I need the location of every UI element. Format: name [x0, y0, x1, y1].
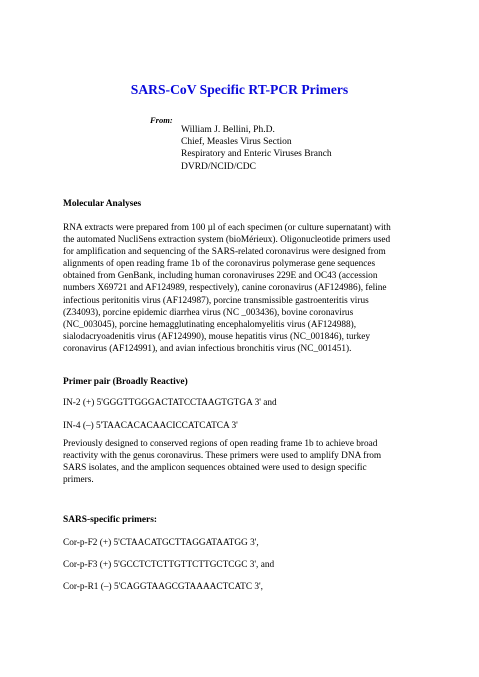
- paragraph-line: obtained from GenBank, including human coronaviruses 229E and OC43 (accession: [63, 271, 378, 282]
- molecular-analyses-paragraph: [63, 222, 423, 355]
- primer-in-2: IN-2 (+) 5'GGGTTGGGACTATCCTAAGTGTGA 3' and: [63, 398, 277, 408]
- author-block: [181, 124, 332, 173]
- paragraph-line: primers.: [63, 475, 94, 486]
- broad-primers-heading: Primer pair (Broadly Reactive): [63, 377, 188, 387]
- paragraph-line: for amplification and sequencing of the SARS-related coronavirus were designed from: [63, 247, 386, 258]
- paragraph-line: Previously designed to conserved regions of open reading frame 1b to achieve broad: [63, 439, 378, 449]
- primer-cor-p-r1: Cor-p-R1 (–) 5'CAGGTAAGCGTAAAACTCATC 3',: [63, 582, 264, 592]
- paragraph-line: (Z34093), porcine epidemic diarrhea virus (NC _003436), bovine coronavirus: [63, 307, 354, 318]
- primer-cor-p-f3: Cor-p-F3 (+) 5'GCCTCTCTTGTTCTTGCTCGC 3', and: [63, 560, 275, 570]
- molecular-analyses-heading: Molecular Analyses: [63, 199, 142, 209]
- paragraph-line: sialodacryoadenitis virus (AF124990), mouse hepatitis virus (NC_001846), turkey: [63, 331, 371, 342]
- paragraph-line: infectious peritonitis virus (AF124987), porcine transmissible gastroenteritis virus: [63, 295, 369, 306]
- author-branch: Respiratory and Enteric Viruses Branch: [181, 149, 332, 160]
- primer-in-4: IN-4 (–) 5'TAACACACAACICCATCATCA 3': [63, 421, 238, 431]
- author-name: William J. Bellini, Ph.D.: [181, 125, 275, 135]
- author-division: DVRD/NCID/CDC: [181, 161, 256, 172]
- from-label: From:: [150, 115, 173, 125]
- paragraph-line: coronavirus (AF124991), and avian infectious bronchitis virus (NC_001451).: [63, 343, 352, 354]
- broad-primers-description: [63, 438, 423, 486]
- author-title: Chief, Measles Virus Section: [181, 137, 292, 148]
- paragraph-line: RNA extracts were prepared from 100 µl of each specimen (or culture supernatant) with: [63, 223, 391, 233]
- document-title: SARS-CoV Specific RT-PCR Primers: [130, 82, 349, 97]
- primer-cor-p-f2: Cor-p-F2 (+) 5'CTAACATGCTTAGGATAATGG 3',: [63, 538, 259, 548]
- paragraph-line: alignments of open reading frame 1b of the coronavirus polymerase gene sequences: [63, 259, 376, 270]
- sars-primers-heading: SARS-specific primers:: [63, 515, 157, 525]
- paragraph-line: SARS isolates, and the amplicon sequences obtained were used to design specific: [63, 463, 367, 474]
- paragraph-line: reactivity with the genus coronavirus. These primers were used to amplify DNA from: [63, 451, 382, 462]
- paragraph-line: numbers X69721 and AF124989, respectively), canine coronavirus (AF124986), feline: [63, 283, 387, 294]
- paragraph-line: (NC_003045), porcine hemagglutinating encephalomyelitis virus (AF124988),: [63, 319, 357, 330]
- paragraph-line: the automated NucliSens extraction system (bioMérieux). Oligonucleotide primers used: [63, 235, 391, 246]
